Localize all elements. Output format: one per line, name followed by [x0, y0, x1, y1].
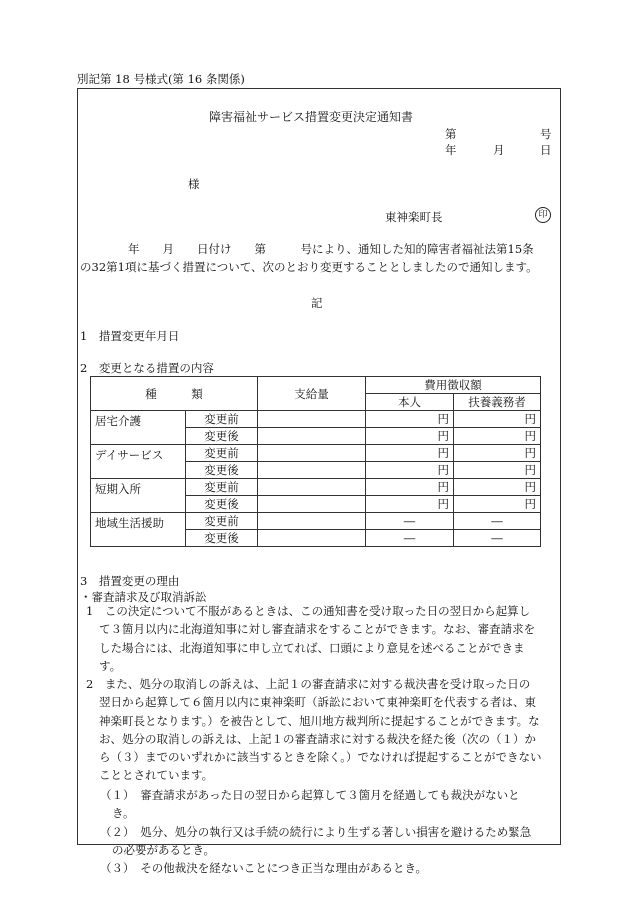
- appeal-1-line: 1 この決定について不服があるときは、この通知書を受け取った日の翌日から起算し: [86, 604, 531, 618]
- yen-supporter: 円: [454, 411, 541, 428]
- exception-1-line: き。: [112, 806, 135, 821]
- yen-self: 円: [366, 428, 454, 445]
- table-row: [91, 445, 541, 462]
- header-qty: 支給量: [258, 377, 366, 411]
- appeal-1-line: す。: [99, 658, 122, 673]
- yen-supporter: 円: [454, 445, 541, 462]
- yen-supporter: 円: [454, 428, 541, 445]
- yen-self: 円: [366, 445, 454, 462]
- qty-cell: [258, 411, 366, 428]
- seal-mark: 印: [535, 207, 551, 223]
- yen-supporter: 円: [454, 462, 541, 479]
- document-title: 障害福祉サービス措置変更決定通知書: [209, 110, 414, 124]
- qty-cell: [258, 445, 366, 462]
- yen-self: 円: [366, 462, 454, 479]
- dash-supporter: ―: [454, 530, 541, 547]
- qty-cell: [258, 496, 366, 513]
- appeal-1-line: した場合には、北海道知事に申し立てれば、口頭により意見を述べることができま: [99, 640, 525, 655]
- kind-short-stay: 短期入所: [91, 479, 186, 513]
- addressee-suffix: 様: [188, 177, 200, 191]
- table-row: [91, 513, 541, 530]
- appeal-2-line: 翌日から起算して６箇月以内に東神楽町（訴訟において東神楽町を代表する者は、東: [99, 695, 536, 710]
- table-header-row: [91, 377, 541, 394]
- number-suffix: 号: [540, 127, 552, 141]
- yen-self: 円: [366, 479, 454, 496]
- appeal-2-line: ら（３）までのいずれかに該当するときを除く。）でなければ提起することができない: [99, 750, 542, 765]
- kind-home-care: 居宅介護: [91, 411, 186, 445]
- qty-cell: [258, 530, 366, 547]
- form-label: 別記第 18 号様式(第 16 条関係): [77, 72, 245, 86]
- number-prefix: 第: [445, 127, 457, 141]
- appeal-paragraph-2: [86, 675, 542, 785]
- fee-table: [90, 376, 541, 547]
- before-label: 変更前: [186, 411, 258, 428]
- header-supporter: 扶養義務者: [454, 394, 541, 411]
- after-label: 変更後: [186, 530, 258, 547]
- qty-cell: [258, 479, 366, 496]
- after-label: 変更後: [186, 428, 258, 445]
- qty-cell: [258, 513, 366, 530]
- appeal-2-line: こととされています。: [99, 768, 214, 783]
- appeal-2-line: 神楽町長となります。）を被告として、旭川地方裁判所に提起することができます。な: [99, 713, 540, 728]
- yen-supporter: 円: [454, 496, 541, 513]
- appeal-2-line: 2 また、処分の取消しの訴えは、上記１の審査請求に対する裁決書を受け取った日の: [86, 677, 531, 691]
- section-1-heading: 1 措置変更年月日: [80, 329, 180, 343]
- appeal-heading: ・審査請求及び取消訴訟: [80, 590, 207, 604]
- table-row: [91, 479, 541, 496]
- exception-1-line: （１） 審査請求があった日の翌日から起算して３箇月を経過しても裁決がないと: [100, 788, 520, 802]
- dash-self: ―: [366, 513, 454, 530]
- yen-self: 円: [366, 411, 454, 428]
- header-kind: 種 類: [91, 377, 258, 411]
- before-label: 変更前: [186, 445, 258, 462]
- yen-self: 円: [366, 496, 454, 513]
- date-day: 日: [540, 143, 552, 157]
- dash-self: ―: [366, 530, 454, 547]
- exception-2-line: （２） 処分、処分の執行又は手続の続行により生ずる著しい損害を避けるため緊急: [100, 824, 532, 839]
- appeal-1-line: て３箇月以内に北海道知事に対し審査請求をすることができます。なお、審査請求を: [99, 622, 536, 637]
- header-self: 本人: [366, 394, 454, 411]
- section-3-heading: 3 措置変更の理由: [80, 574, 180, 588]
- issuer-name: 東神楽町長: [385, 210, 443, 224]
- header-fee: 費用徴収額: [366, 377, 541, 394]
- dash-supporter: ―: [454, 513, 541, 530]
- appeal-2-line: お、処分の取消しの訴えは、上記１の審査請求に対する裁決を経た後（次の（１）か: [99, 731, 536, 746]
- qty-cell: [258, 428, 366, 445]
- after-label: 変更後: [186, 462, 258, 479]
- date-month: 月: [493, 143, 505, 157]
- before-label: 変更前: [186, 479, 258, 496]
- kind-day-service: デイサービス: [91, 445, 186, 479]
- yen-supporter: 円: [454, 479, 541, 496]
- exception-2-line: の必要があるとき。: [112, 842, 216, 857]
- appeal-paragraph-1: [86, 602, 535, 675]
- body-line-1: 年 月 日付け 第 号により、通知した知的障害者福祉法第15条: [128, 242, 534, 256]
- body-line-2: の32第1項に基づく措置について、次のとおり変更することとしましたので通知します。: [80, 260, 538, 274]
- section-2-heading: 2 変更となる措置の内容: [80, 361, 214, 375]
- before-label: 変更前: [186, 513, 258, 530]
- qty-cell: [258, 462, 366, 479]
- after-label: 変更後: [186, 496, 258, 513]
- kind-community-support: 地域生活援助: [91, 513, 186, 547]
- table-row: [91, 411, 541, 428]
- date-year: 年: [445, 143, 457, 157]
- exception-3-line: （３） その他裁決を経ないことにつき正当な理由があるとき。: [100, 861, 428, 876]
- exceptions-list: [100, 786, 531, 877]
- ki-mark: 記: [311, 296, 323, 310]
